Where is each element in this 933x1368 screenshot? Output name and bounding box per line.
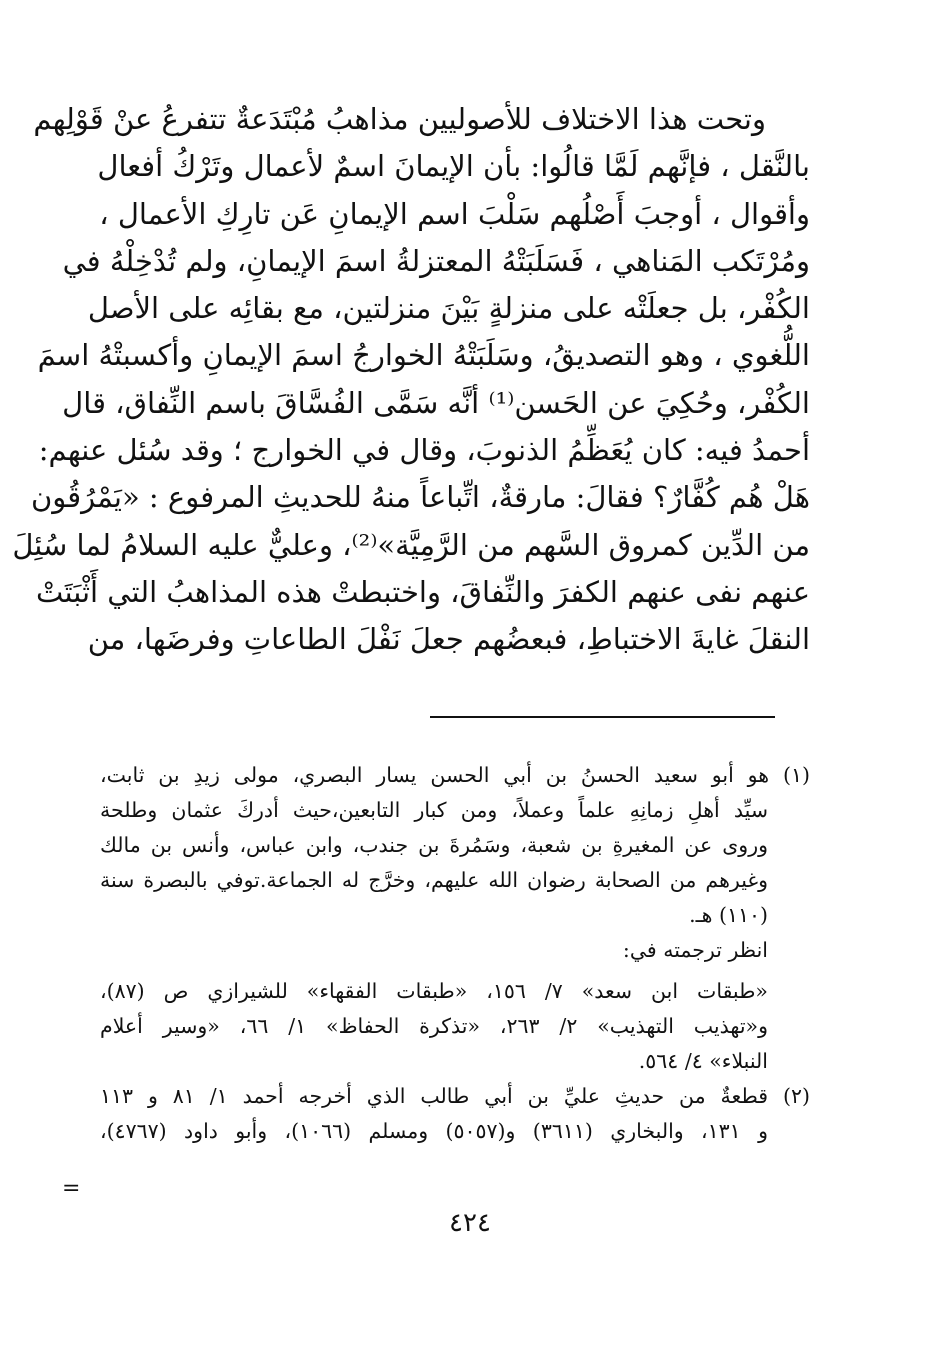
main-text-line: اللُّغوي ، وهو التصديقُ، وسَلَبَتْهُ الخوارجُ اسمَ الإيمانِ وأكسبتْهُ اسمَ — [37, 338, 810, 373]
footnote-line: (١١٠) هـ. — [689, 903, 768, 927]
footnote-line: (٢) قطعةٌ من حديثِ عليِّ بن أبي طالب الذي أخرجه أحمد ١/ ٨١ و ١١٣ — [100, 1084, 810, 1108]
main-text-line: من الدِّين كمروق السَّهم من الرَّمِيَّة»⁽²⁾، وعليٌّ عليه السلامُ لما سُئِلَ — [12, 527, 810, 562]
footnote-line: «طبقات ابن سعد» ٧/ ١٥٦، «طبقات الفقهاء» للشيرازي ص (٨٧)، — [100, 979, 768, 1003]
main-text-line: بالنَّقل ، فإنَّهم لَمَّا قالُوا: بأن الإيمانَ اسمٌ لأعمال وتَرْكُ أفعال — [97, 149, 810, 184]
main-text-line: الكُفْر، بل جعلَتْه على منزلةٍ بَيْنَ منزلتين، مع بقائِه على الأصل — [87, 291, 810, 326]
footnote-line: انظر ترجمته في: — [622, 938, 768, 962]
continuation-mark: = — [62, 1176, 81, 1201]
footnote-line: و«تهذيب التهذيب» ٢/ ٢٦٣، «تذكرة الحفاظ» ١/ ٦٦، «وسير أعلام — [100, 1014, 768, 1038]
footnote-line: و ١٣١، والبخاري (٣٦١١) و(٥٠٥٧) ومسلم (١٠٦٦)، وأبو داود (٤٧٦٧)، — [100, 1119, 768, 1143]
main-text-line: عنهم نفى عنهم الكفرَ والنِّفاقَ، واختبطتْ هذه المذاهبُ التي أَثْبَتَتْ — [35, 574, 810, 609]
main-text-line: أحمدُ فيه: كان يُعَظِّمُ الذنوبَ، وقال في الخوارج ؛ وقد سُئل عنهم: — [38, 433, 810, 468]
main-text-line: وأقوال ، أوجبَ أَصْلُهم سَلْبَ اسم الإيمانِ عَن تارِكِ الأعمال ، — [99, 196, 810, 231]
main-text-line: الكُفْر، وحُكِيَ عن الحَسن⁽¹⁾ أنَّه سَمَّى الفُسَّاقَ باسم النِّفاق، قال — [62, 385, 810, 420]
footnotes — [100, 758, 810, 1149]
footnote-line: سيِّد أهلِ زمانِهِ علماً وعملاً، ومن كبار التابعين،حيث أدركَ عثمان وطلحة — [100, 798, 768, 822]
main-text-line: ومُرْتَكب المَناهي ، فَسَلَبَتْهُ المعتزلةُ اسمَ الإيمانِ، ولم تُدْخِلْهُ في — [62, 243, 810, 278]
footnote-line: النبلاء» ٤/ ٥٦٤. — [638, 1049, 768, 1073]
footnote-separator — [430, 716, 775, 718]
main-text-body — [12, 96, 810, 664]
page-number: ٤٢٤ — [449, 1208, 491, 1238]
footnote-line: (١) هو أبو سعيد الحسنُ بن أبي الحسن يسار البصري، مولى زيدِ بن ثابت، — [100, 763, 810, 787]
footnote-line: وغيرهم من الصحابة رضوان الله عليهم، وخرَّج له الجماعة.توفي بالبصرة سنة — [100, 868, 768, 892]
footnote-line: وروى عن المغيرةِ بن شعبة، وسَمُرةَ بن جندب، وابن عباس، وأنس بن مالك — [100, 833, 768, 857]
main-text-line: هَلْ هُم كُفَّارٌ؟ فقالَ: مارقةٌ، اتِّباعاً منهُ للحديثِ المرفوع : «يَمْرُقُون — [30, 480, 810, 515]
main-text-line: النقلَ غايةَ الاختباطِ، فبعضُهم جعلَ نَفْلَ الطاعاتِ وفرضَها، من — [87, 622, 810, 657]
main-text-line: وتحت هذا الاختلاف للأصوليين مذاهبُ مُبْتَدَعةٌ تتفرعُ عنْ قَوْلِهم — [33, 102, 766, 136]
